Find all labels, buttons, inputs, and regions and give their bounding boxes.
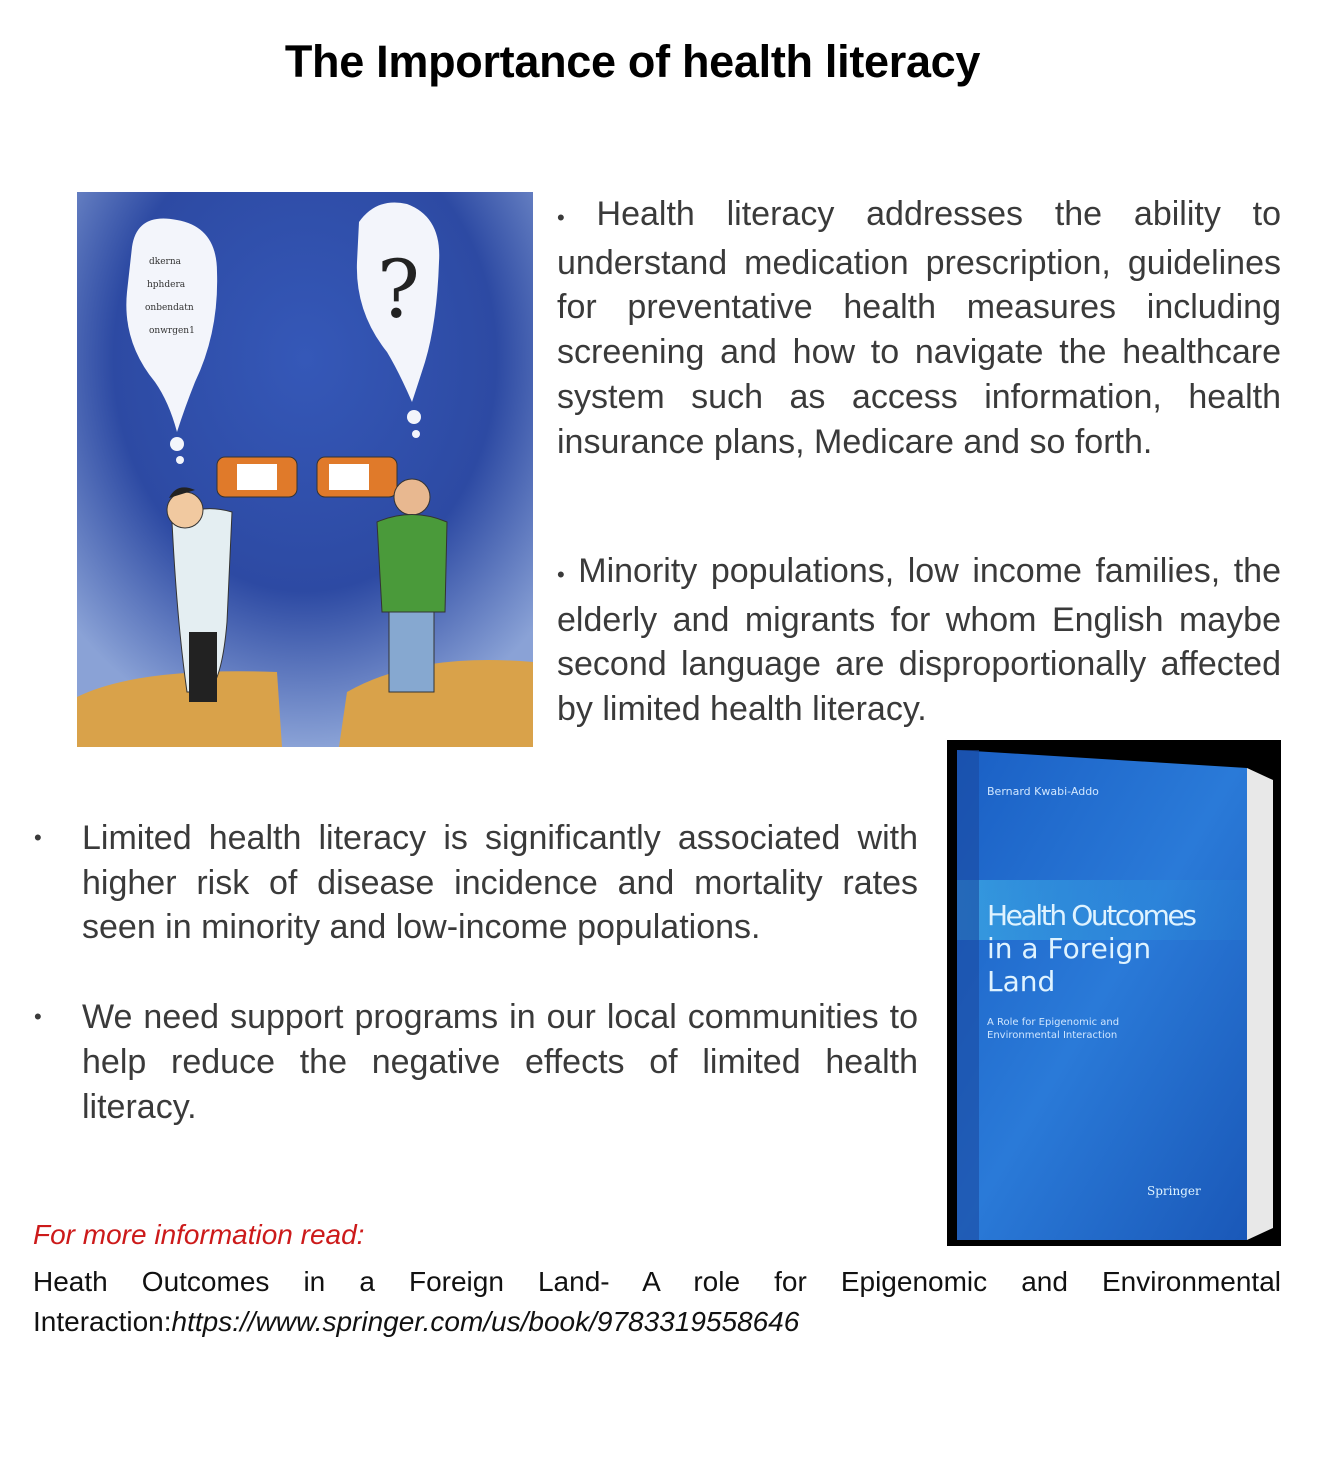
svg-text:Bernard Kwabi-Addo: Bernard Kwabi-Addo xyxy=(987,785,1099,798)
bullet-text: We need support programs in our local communities to help reduce the negative effects of limited health literacy. xyxy=(82,998,918,1126)
bullet-dot: • xyxy=(557,205,565,230)
page-title: The Importance of health literacy xyxy=(284,36,981,87)
reference-citation xyxy=(33,1262,1281,1342)
bullet-text: Limited health literacy is significantly associated with higher risk of disease incidence and mortality rates seen in minority and low-income populations. xyxy=(82,819,918,947)
paragraph-text: Minority populations, low income families, the elderly and migrants for whom English maybe second language are disproportionally affected by limited health literacy. xyxy=(557,552,1281,729)
more-info-label: For more information read: xyxy=(33,1219,365,1250)
svg-text:Environmental Interaction: Environmental Interaction xyxy=(987,1030,1118,1041)
bullet-dot: • xyxy=(34,825,42,850)
reference-text: Heath Outcomes in a Foreign Land- A role for Epigenomic and Environmental Interaction: xyxy=(33,1266,1281,1337)
svg-text:?: ? xyxy=(377,243,420,336)
bullet-dot: • xyxy=(34,1004,42,1030)
bullet-list xyxy=(30,816,918,1174)
paragraph-text: Health literacy addresses the ability to understand medication prescription, guidelines for preventative health measures including screening and how to navigate the healthcare system such as access information, health insurance plans, Medicare and so forth. xyxy=(557,195,1282,461)
bullet-item-risk xyxy=(30,816,918,950)
svg-text:Springer: Springer xyxy=(1147,1184,1201,1198)
cartoon-illustration-icon xyxy=(77,192,533,747)
svg-text:Health Outcomes: Health Outcomes xyxy=(987,899,1197,932)
paragraph-health-literacy-definition xyxy=(557,192,1281,464)
svg-text:A Role for Epigenomic and: A Role for Epigenomic and xyxy=(987,1017,1120,1028)
svg-text:onbendatn: onbendatn xyxy=(145,303,194,313)
svg-text:onwrgen1: onwrgen1 xyxy=(149,326,195,336)
svg-text:hphdera: hphdera xyxy=(147,280,186,290)
bullet-dot: • xyxy=(557,562,565,587)
svg-text:dkerna: dkerna xyxy=(149,257,182,267)
bullet-item-support-programs xyxy=(30,995,918,1129)
svg-text:in a Foreign: in a Foreign xyxy=(987,932,1152,965)
paragraph-affected-populations xyxy=(557,549,1281,732)
reference-url-link[interactable]: https://www.springer.com/us/book/9783319558646 xyxy=(171,1306,800,1337)
svg-text:Land: Land xyxy=(987,965,1056,998)
book-cover-image xyxy=(947,740,1281,1246)
health-literacy-illustration xyxy=(77,192,533,747)
book-icon xyxy=(947,740,1281,1246)
